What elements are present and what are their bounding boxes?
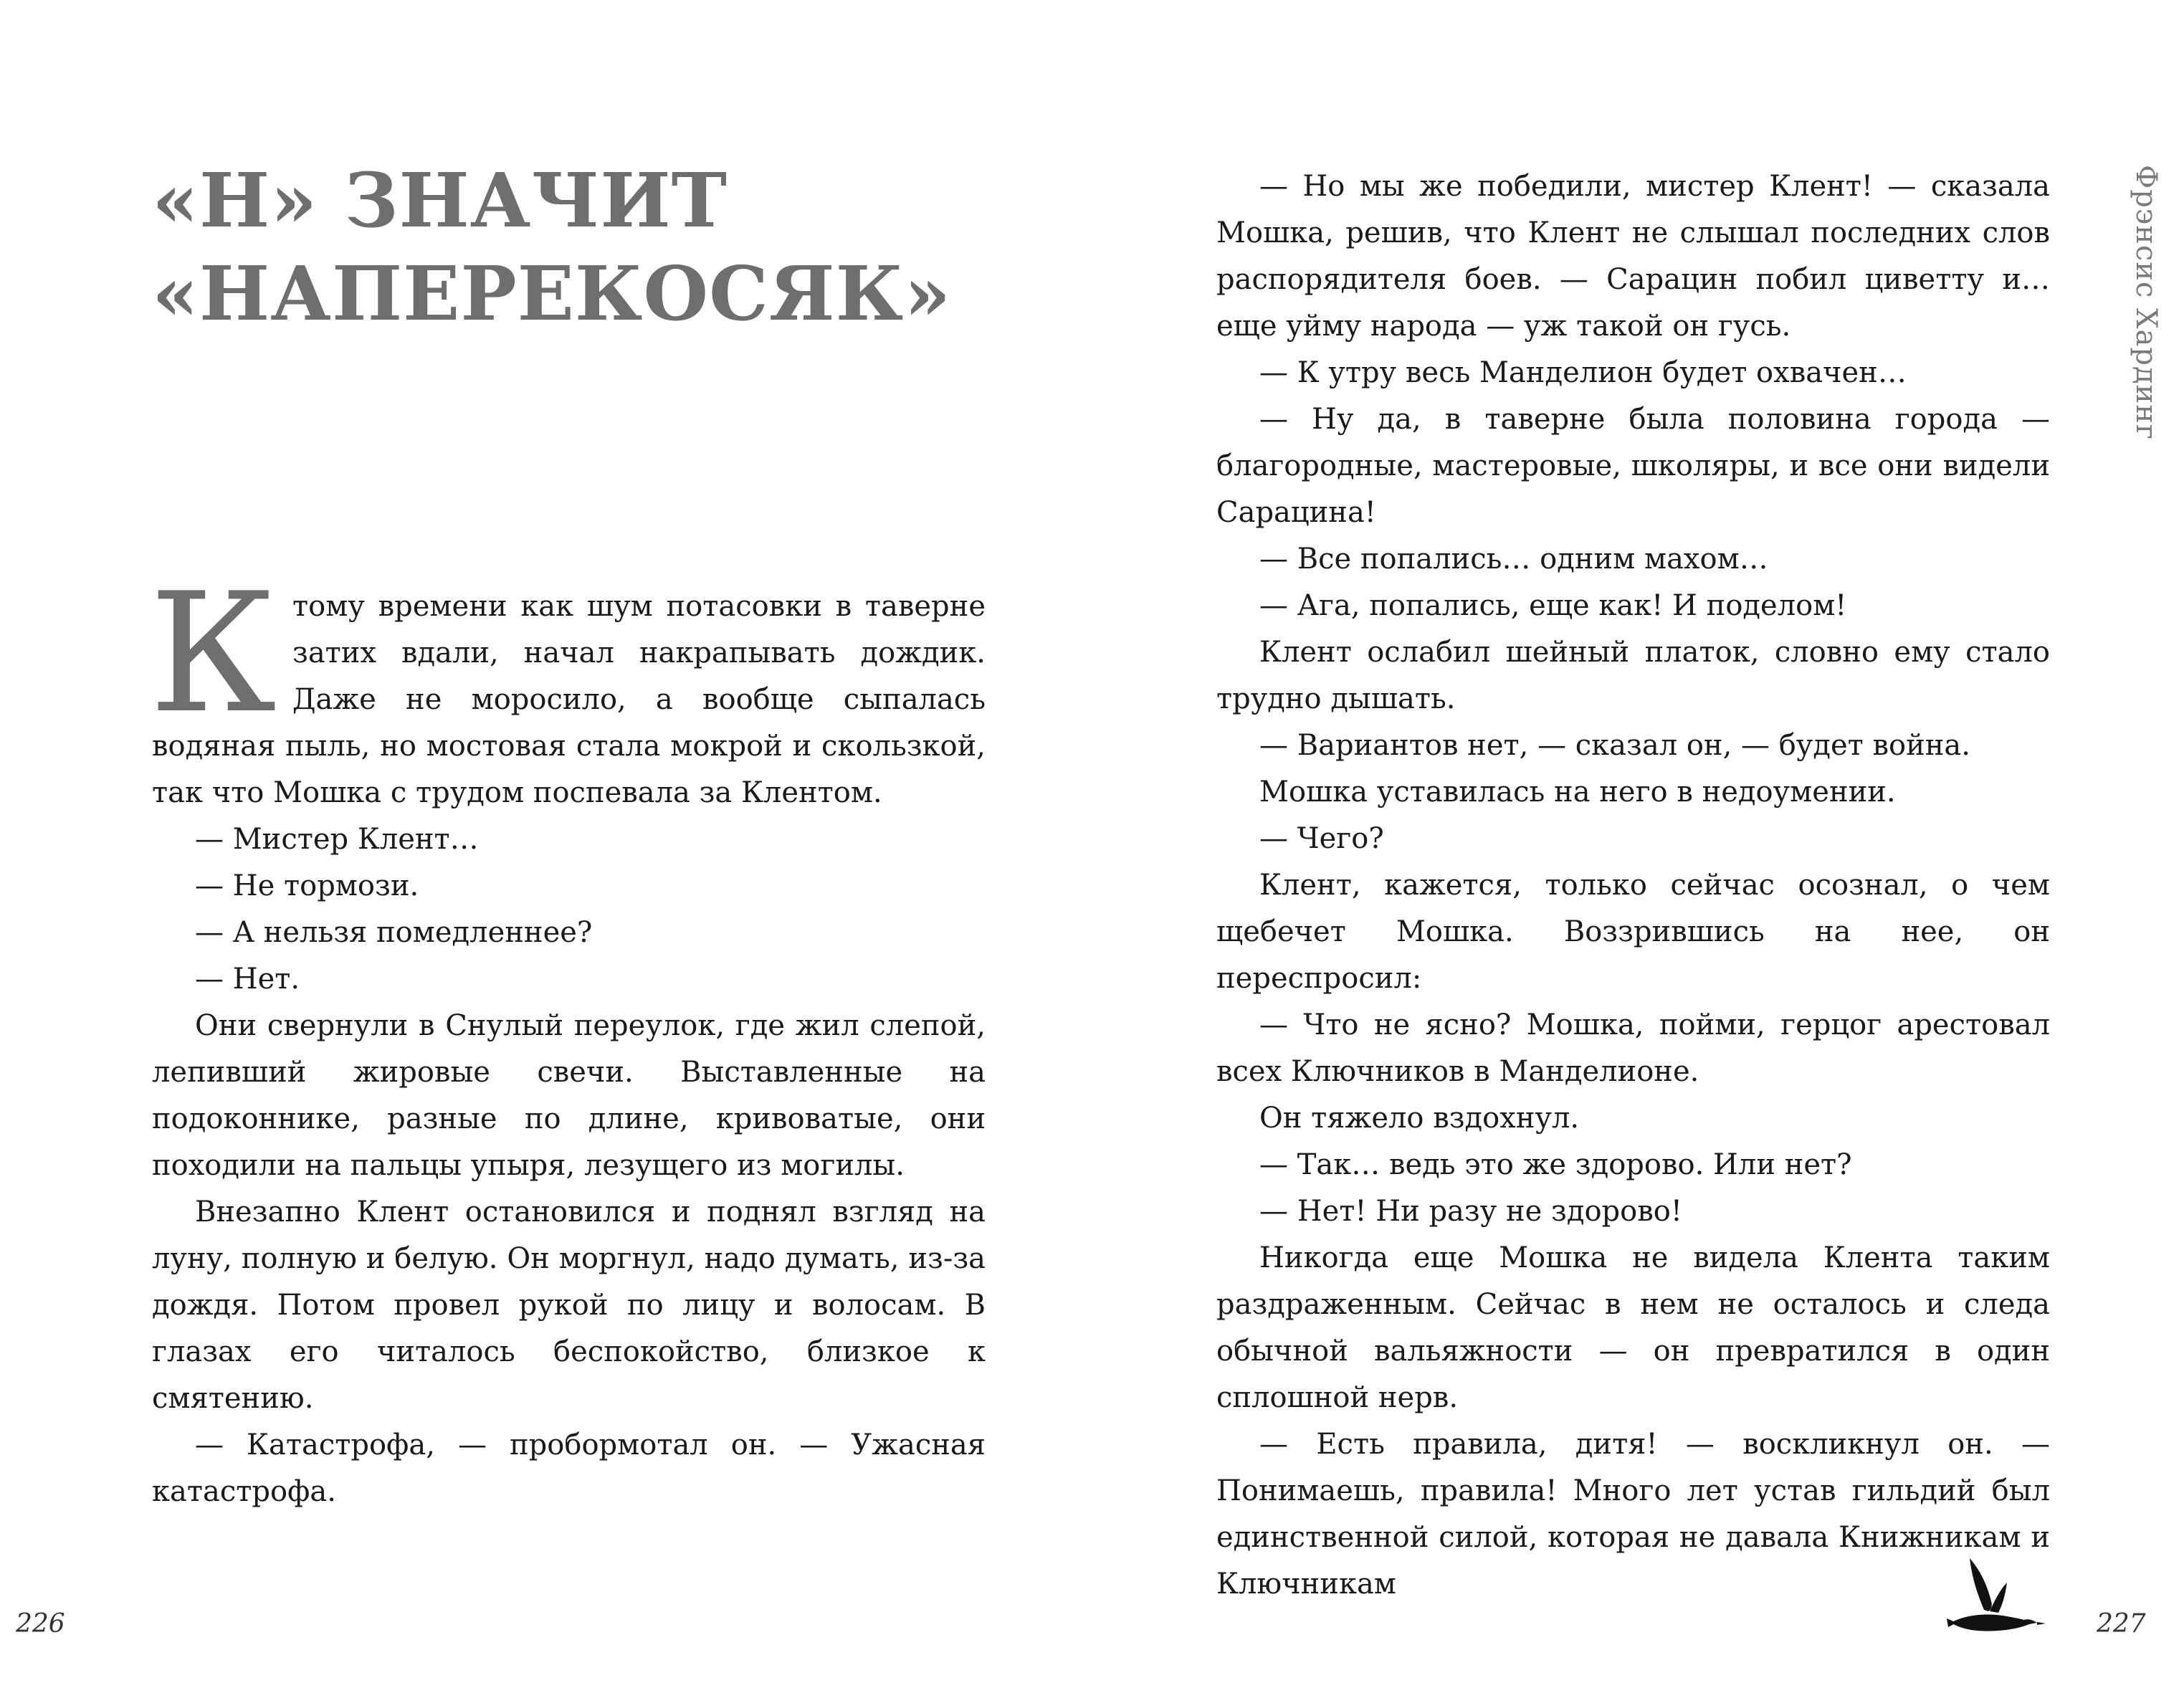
paragraph: Мошка уставилась на него в недоумении. xyxy=(1259,776,1896,809)
page-number-left: 226 xyxy=(16,1609,65,1639)
goose-icon xyxy=(1941,1554,2049,1647)
paragraph: — Но мы же победили, мистер Клент! — сказала Мошка, решив, что Клент не слышал последних слов распорядителя боев. — Сарацин побил циветту и… еще уйму народа — уж такой он гусь. xyxy=(1216,170,2050,343)
right-page xyxy=(1092,0,2184,1693)
chapter-title-line-2: «НАПЕРЕКОСЯК» xyxy=(152,249,952,338)
paragraph: — Нет. xyxy=(195,963,300,996)
paragraph: — Мистер Клент… xyxy=(195,823,479,856)
right-text-column xyxy=(1216,163,2050,1608)
paragraph: — Ну да, в таверне была половина города — благородные, мастеровые, школяры, и все они видели Сарацина! xyxy=(1216,403,2050,529)
chapter-title-line-1: «Н» ЗНАЧИТ xyxy=(152,156,728,244)
paragraph: — Чего? xyxy=(1259,822,1384,855)
paragraph: — К утру весь Манделион будет охвачен… xyxy=(1259,356,1907,389)
paragraph: — Не тормози. xyxy=(195,869,419,902)
paragraph: Никогда еще Мошка не видела Клента таким раздраженным. Сейчас в нем не осталось и следа обычной вальяжности — он превратился в один сплошной нерв. xyxy=(1216,1241,2050,1414)
left-text-column xyxy=(149,558,986,1515)
paragraph: Клент ослабил шейный платок, словно ему стало трудно дышать. xyxy=(1216,636,2050,715)
paragraph: — Все попались… одним махом… xyxy=(1259,543,1768,576)
paragraph: Внезапно Клент остановился и поднял взгляд на луну, полную и белую. Он моргнул, надо думать, из-за дождя. Потом провел рукой по лицу и волосам. В глазах его читалось беспокойство, близкое к смятению. xyxy=(152,1196,986,1415)
paragraph: Он тяжело вздохнул. xyxy=(1259,1102,1580,1135)
paragraph: — Так… ведь это же здорово. Или нет? xyxy=(1259,1148,1852,1181)
paragraph: — А нельзя помедленнее? xyxy=(195,916,593,949)
paragraph: — Ага, попались, еще как! И поделом! xyxy=(1259,589,1847,622)
chapter-title xyxy=(152,154,951,340)
drop-cap: К xyxy=(149,558,277,750)
paragraph: Клент, кажется, только сейчас осознал, о чем щебечет Мошка. Воззрившись на нее, он переспросил: xyxy=(1216,869,2050,995)
paragraph: — Что не ясно? Мошка, пойми, герцог арестовал всех Ключников в Манделионе. xyxy=(1216,1008,2050,1088)
paragraph: — Нет! Ни разу не здорово! xyxy=(1259,1195,1682,1228)
paragraph: — Вариантов нет, — сказал он, — будет война. xyxy=(1259,729,1970,762)
paragraph xyxy=(149,558,986,816)
page-number-right: 227 xyxy=(2097,1609,2146,1639)
paragraph: — Есть правила, дитя! — воскликнул он. — Понимаешь, правила! Много лет устав гильдий был единственной силой, которая не давала Книжникам и Ключникам xyxy=(1216,1428,2050,1601)
paragraph-text: тому времени как шум потасовки в таверне затих вдали, начал накрапывать дождик. Даже не моросило, а вообще сыпалась водяная пыль, но мостовая стала мокрой и скользкой, так что Мошка с трудом поспевала за Клентом. xyxy=(152,590,986,809)
running-head-author: Фрэнсис Хардинг xyxy=(2130,165,2162,440)
paragraph: — Катастрофа, — пробормотал он. — Ужасная катастрофа. xyxy=(152,1429,986,1508)
paragraph: Они свернули в Снулый переулок, где жил слепой, лепивший жировые свечи. Выставленные на подоконнике, разные по длине, кривоватые, они походили на пальцы упыря, лезущего из могилы. xyxy=(152,1009,986,1182)
